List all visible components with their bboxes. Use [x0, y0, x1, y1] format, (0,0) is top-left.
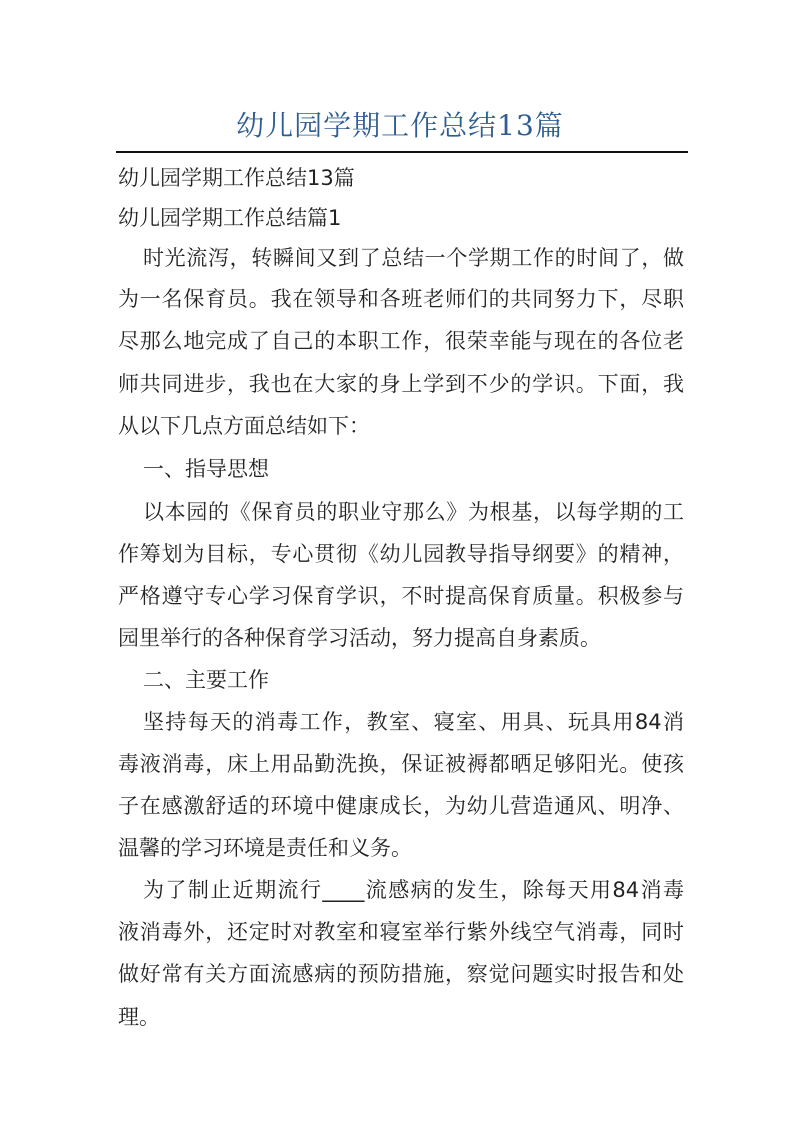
paragraph-line: 作筹划为目标，专心贯彻《幼儿园教导指导纲要》的精神，	[118, 542, 684, 566]
paragraph-line: 严格遵守专心学习保育学识，不时提高保育质量。积极参与	[118, 584, 684, 608]
subsection-heading: 一、指导思想	[143, 457, 269, 481]
document-title: 幼儿园学期工作总结13篇	[236, 109, 564, 142]
paragraph-line: 师共同进步，我也在大家的身上学到不少的学识。下面，我	[118, 372, 684, 396]
title-divider	[116, 151, 688, 153]
paragraph-line: 以本园的《保育员的职业守那么》为根基，以每学期的工	[143, 500, 684, 524]
paragraph-line: 从以下几点方面总结如下：	[118, 414, 370, 438]
paragraph-line: 子在感激舒适的环境中健康成长，为幼儿营造通风、明净、	[118, 794, 684, 818]
paragraph-line: 园里举行的各种保育学习活动，努力提高自身素质。	[118, 626, 601, 650]
paragraph-line: 尽那么地完成了自己的本职工作，很荣幸能与现在的各位老	[118, 329, 684, 353]
paragraph-line: 温馨的学习环境是责任和义务。	[118, 836, 412, 860]
paragraph-line: 为一名保育员。我在领导和各班老师们的共同努力下，尽职	[118, 287, 684, 311]
section-heading: 幼儿园学期工作总结篇1	[118, 206, 342, 230]
paragraph-line: 为了制止近期流行____流感病的发生，除每天用84消毒	[143, 878, 684, 902]
paragraph-line: 液消毒外，还定时对教室和寝室举行紫外线空气消毒，同时	[118, 920, 684, 944]
paragraph-line: 做好常有关方面流感病的预防措施，察觉问题实时报告和处	[118, 962, 684, 986]
paragraph-line: 坚持每天的消毒工作，教室、寝室、用具、玩具用84消	[143, 710, 684, 734]
document-subtitle: 幼儿园学期工作总结13篇	[118, 166, 355, 190]
subsection-heading: 二、主要工作	[143, 668, 269, 692]
paragraph-line: 时光流泻，转瞬间又到了总结一个学期工作的时间了，做	[143, 246, 684, 270]
paragraph-line: 理。	[118, 1005, 160, 1029]
paragraph-line: 毒液消毒，床上用品勤洗换，保证被褥都晒足够阳光。使孩	[118, 752, 684, 776]
